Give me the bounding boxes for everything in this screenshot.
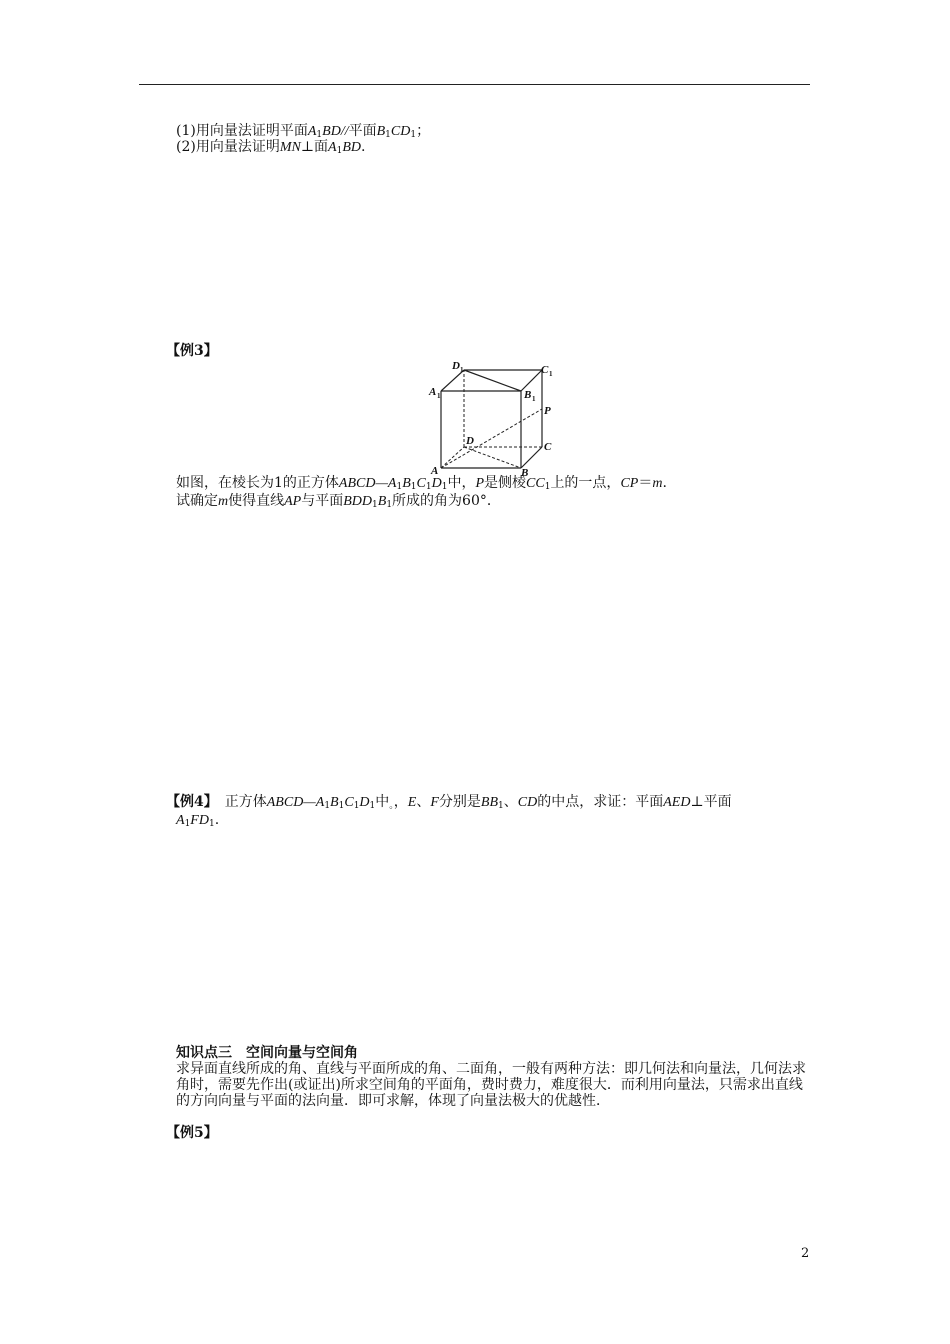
edge-ad bbox=[441, 447, 464, 468]
label-d1: D bbox=[452, 360, 460, 372]
ex5-label: 【例5】 bbox=[166, 1125, 218, 1141]
edge-d1b1 bbox=[464, 370, 521, 391]
edge-db bbox=[464, 447, 521, 468]
section3-body: 求异面直线所成的角、直线与平面所成的角、二面角，一般有两种方法：即几何法和向量法，几何法求角时，需要先作出(或证出)所求空间角的平面角，费时费力，难度很大．而利用向量法，只需求出直线的方向向量与平面的法向量．即可求解，体现了向量法极大的优越性． bbox=[176, 1061, 806, 1109]
edge-bc bbox=[521, 447, 542, 468]
page-number: 2 bbox=[801, 1246, 810, 1261]
header-rule bbox=[139, 84, 810, 85]
label-d1-sub: 1 bbox=[460, 366, 464, 374]
section3-title: 知识点三 空间向量与空间角 bbox=[176, 1045, 358, 1061]
label-a1: A bbox=[429, 386, 437, 398]
ex2-question-1: (1)用向量法证明平面$A_1BD//$平面$B_1CD_1$； bbox=[176, 123, 431, 140]
label-d: D bbox=[466, 435, 474, 447]
label-b1-sub: 1 bbox=[532, 395, 536, 403]
ex4-line-1: 【例4】 正方体$ABCD—A_1B_1C_1D_1$中$_。$，E、F分别是$BB_1$、CD的中点，求证：平面AED⊥平面 bbox=[166, 794, 732, 811]
label-a: A bbox=[431, 465, 439, 477]
label-p: P bbox=[544, 405, 551, 417]
label-c: C bbox=[544, 441, 552, 453]
label-b: B bbox=[521, 467, 529, 477]
cube-figure bbox=[420, 352, 560, 477]
edge-b1c1 bbox=[521, 370, 542, 391]
ex4-line-2: $A_1FD_1$. bbox=[176, 812, 220, 829]
ex3-label: 【例3】 bbox=[166, 343, 218, 359]
ex3-line-1: 如图，在棱长为1的正方体$ABCD—A_1B_1C_1D_1$中，P是侧棱$CC_1$上的一点，CP＝m. bbox=[176, 475, 667, 492]
ex2-question-2: (2)用向量法证明MN⊥面$A_1BD$. bbox=[176, 139, 366, 156]
segment-ap bbox=[441, 409, 542, 468]
label-b1: B bbox=[524, 389, 532, 401]
label-a1-sub: 1 bbox=[437, 392, 441, 400]
ex3-line-2: 试确定m使得直线AP与平面$BDD_1B_1$所成的角为60°． bbox=[176, 493, 501, 510]
label-c1-sub: 1 bbox=[549, 370, 553, 378]
label-c1: C bbox=[541, 364, 549, 376]
